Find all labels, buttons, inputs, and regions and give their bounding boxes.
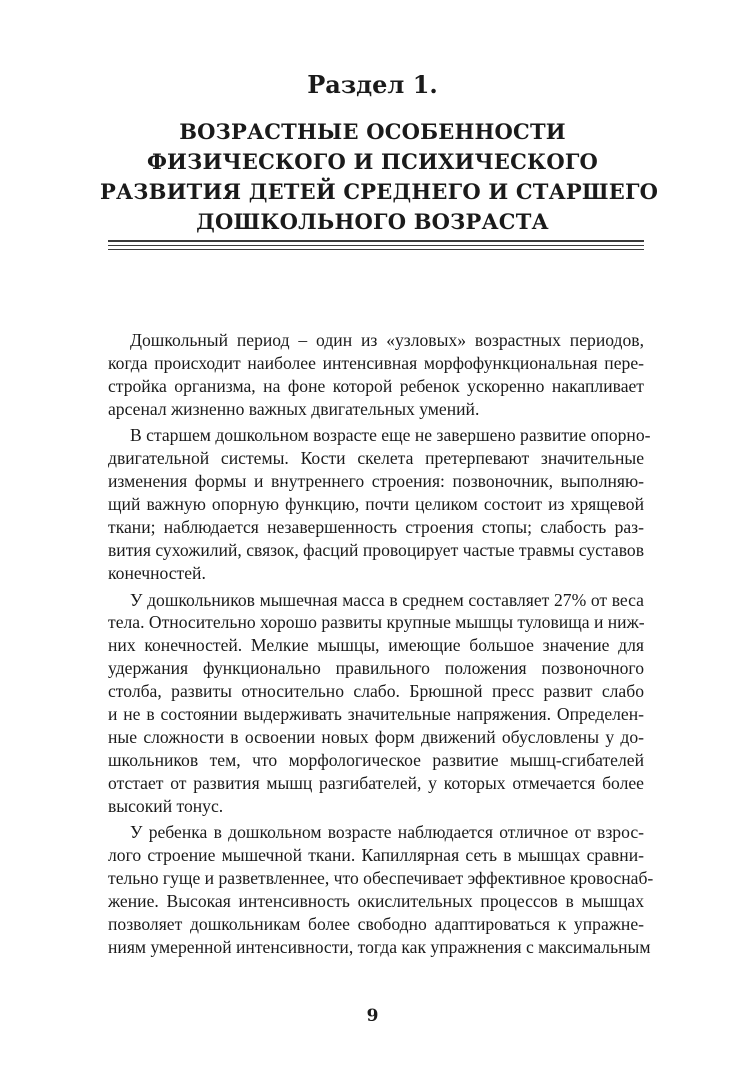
text-line: конечностей. — [108, 562, 206, 583]
title-divider-thin — [108, 245, 644, 246]
text-line: ткани; наблюдается незавершенность строения стопы; слабость раз- — [108, 517, 644, 538]
text-line: лого строение мышечной ткани. Капиллярная сеть в мышцах сравни- — [108, 845, 644, 866]
text-line: и не в состоянии выдерживать значительные напряжения. Определен- — [108, 704, 644, 725]
section-label: Раздел 1. — [307, 70, 438, 99]
paragraph — [108, 821, 654, 958]
body-text — [108, 329, 654, 963]
text-line: школьников тем, что морфологическое развитие мышц-сгибателей — [108, 749, 644, 770]
page-number: 9 — [366, 1006, 379, 1026]
paragraph — [108, 329, 644, 421]
paragraph — [108, 424, 651, 584]
text-line: Дошкольный период – один из «узловых» возрастных периодов, — [130, 330, 644, 350]
text-line: ниям умеренной интенсивности, тогда как упражнения с максимальным — [108, 936, 651, 957]
text-line: них конечностей. Мелкие мышцы, имеющие большое значение для — [108, 635, 644, 656]
text-line: ные сложности в освоении новых форм движений обусловлены у до- — [108, 727, 644, 747]
text-line: вития сухожилий, связок, фасций провоцирует частые травмы суставов — [108, 539, 644, 560]
section-title-line: ФИЗИЧЕСКОГО И ПСИХИЧЕСКОГО — [146, 149, 599, 174]
text-line: когда происходит наиболее интенсивная морфофункциональная пере- — [108, 352, 644, 373]
text-line: столба, развиты относительно слабо. Брюшной пресс развит слабо — [108, 681, 644, 702]
text-line: У дошкольников мышечная масса в среднем составляет 27% от веса — [130, 589, 644, 610]
text-line: жение. Высокая интенсивность окислительных процессов в мышцах — [108, 891, 644, 912]
title-divider-thick — [108, 240, 644, 242]
section-title-line: ВОЗРАСТНЫЕ ОСОБЕННОСТИ — [179, 119, 566, 144]
text-line: высокий тонус. — [108, 795, 224, 816]
section-title-line: ДОШКОЛЬНОГО ВОЗРАСТА — [196, 209, 549, 234]
text-line: У ребенка в дошкольном возрасте наблюдается отличное от взрос- — [130, 822, 644, 843]
text-line: изменения формы и внутреннего строения: позвоночник, выполняю- — [108, 471, 644, 492]
section-title — [100, 117, 659, 237]
text-line: позволяет дошкольникам более свободно адаптироваться к упражне- — [108, 914, 644, 935]
text-line: стройка организма, на фоне которой ребенок ускоренно накапливает — [108, 375, 644, 396]
text-line: В старшем дошкольном возрасте еще не завершено развитие опорно- — [130, 425, 651, 446]
text-line: тельно гуще и разветвленнее, что обеспечивает эффективное кровоснаб- — [108, 868, 654, 889]
text-line: двигательной системы. Кости скелета претерпевают значительные — [108, 448, 644, 469]
text-line: отстает от развития мышц разгибателей, у которых отмечается более — [108, 772, 644, 793]
text-line: щий важную опорную функцию, почти целиком состоит из хрящевой — [108, 494, 644, 515]
text-line: арсенал жизненно важных двигательных умений. — [108, 398, 480, 419]
title-divider-thin — [108, 249, 644, 250]
paragraph — [108, 589, 644, 818]
section-title-line: РАЗВИТИЯ ДЕТЕЙ СРЕДНЕГО И СТАРШЕГО — [100, 179, 659, 204]
text-line: удержания функционально правильного положения позвоночного — [108, 658, 644, 679]
text-line: тела. Относительно хорошо развиты крупные мышцы туловища и ниж- — [108, 612, 645, 633]
